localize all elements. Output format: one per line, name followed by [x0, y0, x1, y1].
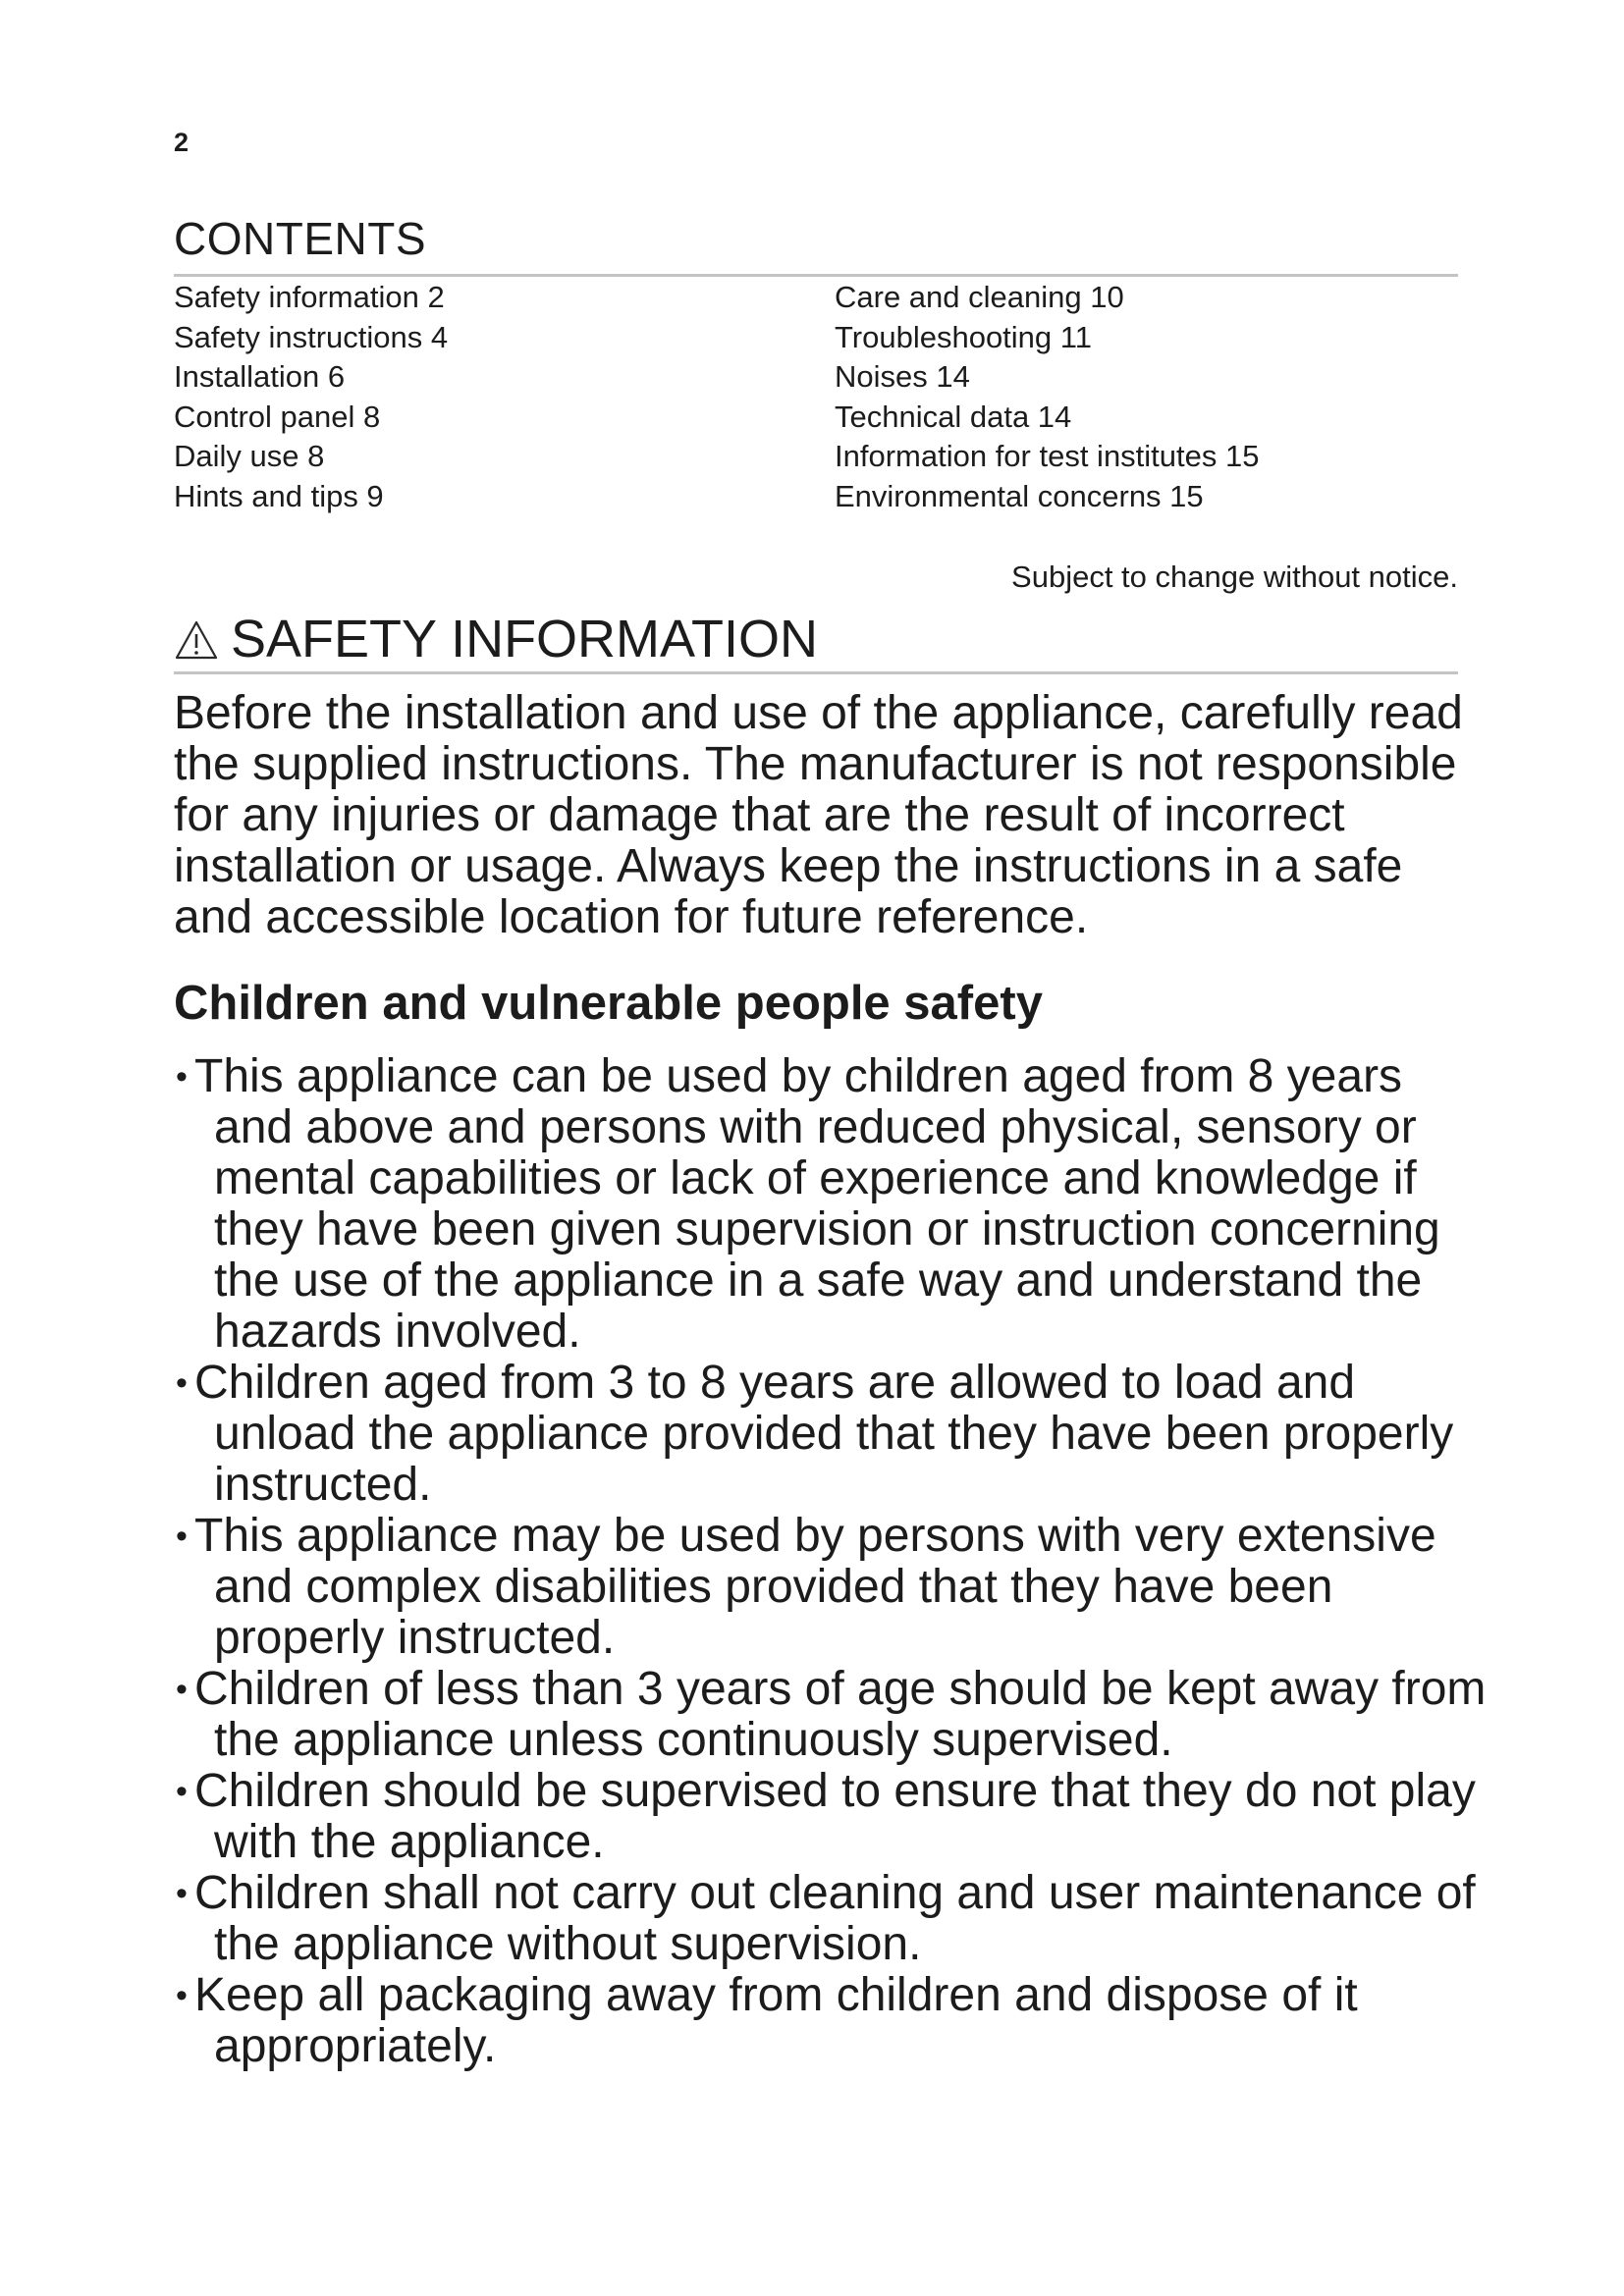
- toc-right-column: [835, 278, 1260, 516]
- bullet-icon: •: [176, 1977, 188, 2014]
- toc-item-daily-use[interactable]: Daily use 8: [174, 439, 325, 473]
- list-item: • Keep all packaging away from children and dispose of it appropriately.: [171, 1970, 1487, 2072]
- children-safety-list: [171, 1051, 1487, 2072]
- list-item: • Children shall not carry out cleaning and user maintenance of the appliance without supervision.: [171, 1868, 1487, 1970]
- bullet-icon: •: [176, 1518, 188, 1555]
- bullet-icon: •: [176, 1875, 188, 1912]
- toc-left-column: [174, 278, 448, 516]
- toc-item-information-for-test-institutes[interactable]: Information for test institutes 15: [835, 439, 1260, 473]
- toc-item-troubleshooting[interactable]: Troubleshooting 11: [835, 319, 1092, 354]
- toc-item-hints-and-tips[interactable]: Hints and tips 9: [174, 478, 384, 513]
- toc-item-environmental-concerns[interactable]: Environmental concerns 15: [835, 478, 1204, 513]
- contents-title: CONTENTS: [174, 213, 426, 264]
- list-item: • This appliance may be used by persons with very extensive and complex disabilities provided that they have been properly instructed.: [171, 1511, 1487, 1664]
- list-item: • Children of less than 3 years of age should be kept away from the appliance unless continuously supervised.: [171, 1664, 1487, 1766]
- warning-triangle-icon: [174, 619, 219, 661]
- safety-divider: [174, 671, 1458, 674]
- bullet-icon: •: [176, 1671, 188, 1708]
- safety-intro-paragraph: Before the installation and use of the appliance, carefully read the supplied instructions. The manufacturer is not responsible for any injuries or damage that are the result of incorrect installation or usage. Always keep the instructions in a safe and accessible location for future reference.: [174, 687, 1463, 943]
- contents-divider: [174, 274, 1458, 277]
- bullet-icon: •: [176, 1058, 188, 1095]
- bullet-icon: •: [176, 1773, 188, 1810]
- safety-heading-text: SAFETY INFORMATION: [231, 610, 819, 668]
- toc-item-care-and-cleaning[interactable]: Care and cleaning 10: [835, 280, 1124, 314]
- toc-item-safety-instructions[interactable]: Safety instructions 4: [174, 319, 449, 354]
- list-item: • This appliance can be used by children aged from 8 years and above and persons with reduced physical, sensory or mental capabilities or lack of experience and knowledge if they have been given supervision or instruction concerning the use of the appliance in a safe way and understand the hazards involved.: [171, 1051, 1487, 1358]
- toc-item-technical-data[interactable]: Technical data 14: [835, 399, 1072, 434]
- safety-information-heading: [174, 609, 818, 669]
- toc-item-safety-information[interactable]: Safety information 2: [174, 280, 445, 314]
- toc-item-noises[interactable]: Noises 14: [835, 359, 970, 394]
- bullet-icon: •: [176, 1364, 188, 1402]
- children-safety-heading: Children and vulnerable people safety: [174, 977, 1043, 1030]
- toc-item-installation[interactable]: Installation 6: [174, 359, 346, 394]
- toc-item-control-panel[interactable]: Control panel 8: [174, 399, 381, 434]
- page-number: 2: [174, 128, 189, 157]
- change-notice: Subject to change without notice.: [1011, 560, 1458, 594]
- list-item: • Children should be supervised to ensure that they do not play with the appliance.: [171, 1766, 1487, 1868]
- list-item: • Children aged from 3 to 8 years are allowed to load and unload the appliance provided that they have been properly instructed.: [171, 1358, 1487, 1511]
